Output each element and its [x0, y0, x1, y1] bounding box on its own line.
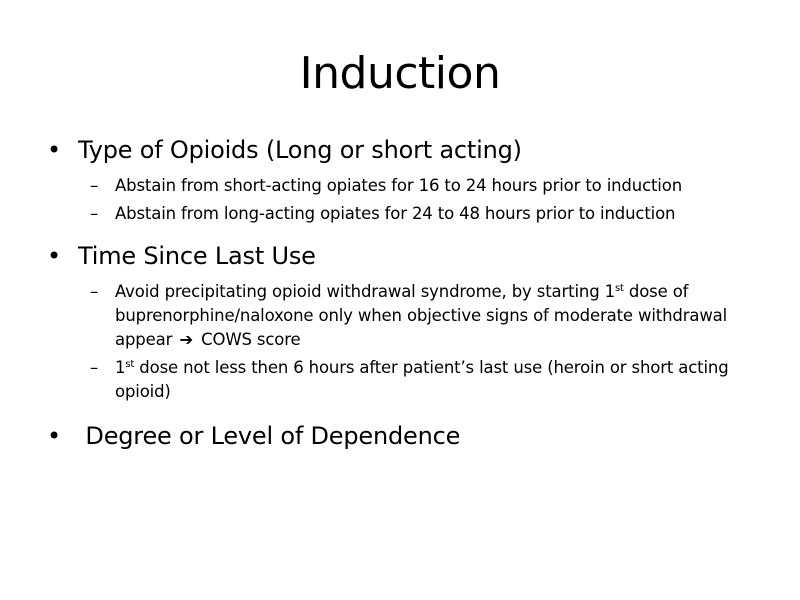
sub-bullet-avoid-withdrawal: [90, 280, 765, 352]
bullet-degree-of-dependence: [45, 416, 765, 456]
superscript-ordinal: st: [125, 359, 135, 370]
right-arrow-icon: ➔: [179, 330, 194, 349]
sub-bullet-text-pre: 1: [115, 358, 126, 377]
sub-bullet-short-acting: [90, 174, 765, 198]
sub-bullet-first-dose-timing: [90, 356, 765, 404]
bullet-list: [45, 130, 765, 456]
dash-icon: –: [90, 282, 99, 301]
bullet-dot-icon: •: [47, 422, 61, 450]
sub-bullet-text-pre: Avoid precipitating opioid withdrawal syndrome, by starting 1: [115, 282, 615, 301]
slide-title: Induction: [299, 48, 501, 99]
dash-icon: –: [90, 176, 99, 195]
bullet-heading: Time Since Last Use: [78, 242, 316, 270]
sub-bullet-text: Abstain from short-acting opiates for 16 to 24 hours prior to induction: [115, 176, 682, 195]
sub-bullet-text-post: COWS score: [196, 330, 301, 349]
bullet-type-of-opioids: [45, 130, 765, 170]
dash-icon: –: [90, 204, 99, 223]
sub-bullet-text-post: dose not less then 6 hours after patient’s last use (heroin or short acting opioid): [115, 358, 729, 401]
bullet-heading: Degree or Level of Dependence: [78, 422, 461, 450]
sub-bullet-text: Abstain from long-acting opiates for 24 to 48 hours prior to induction: [115, 204, 676, 223]
dash-icon: –: [90, 358, 99, 377]
bullet-dot-icon: •: [47, 136, 61, 164]
sub-bullet-text-mid: dose of buprenorphine/naloxone only when objective signs of moderate withdrawal appear: [115, 282, 728, 349]
superscript-ordinal: st: [614, 283, 624, 294]
bullet-dot-icon: •: [47, 242, 61, 270]
sub-bullet-long-acting: [90, 202, 765, 226]
bullet-heading: Type of Opioids (Long or short acting): [78, 136, 522, 164]
bullet-time-since-last-use: [45, 236, 765, 276]
